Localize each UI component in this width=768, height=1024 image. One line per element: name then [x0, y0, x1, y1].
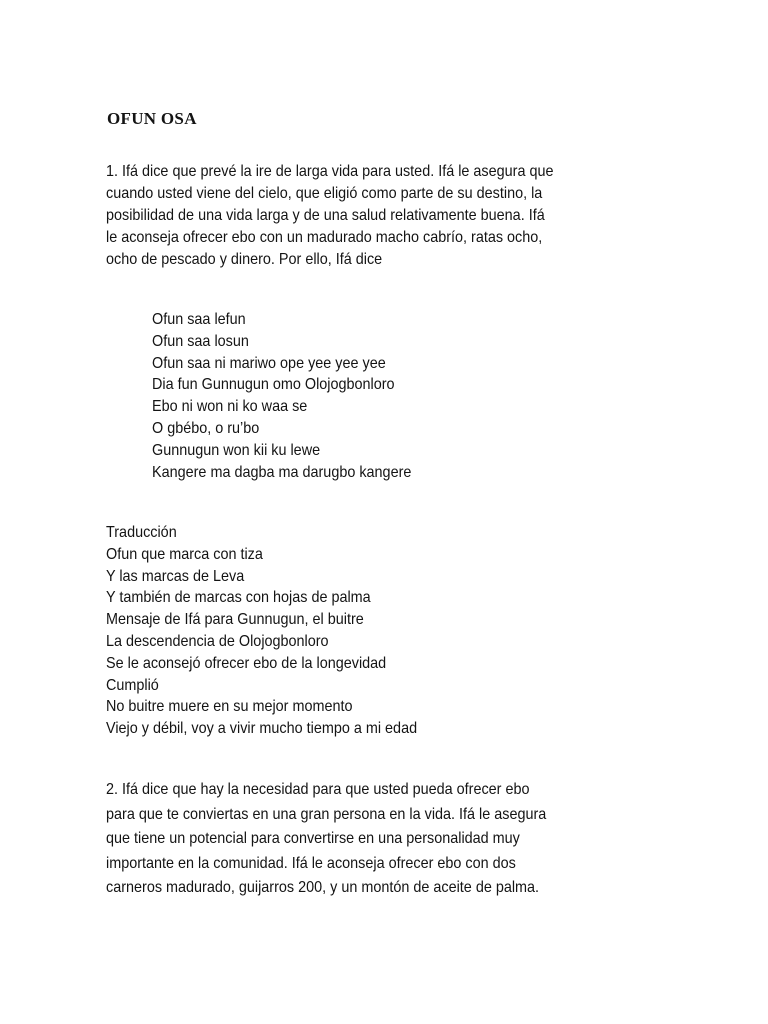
paragraph-line: carneros madurado, guijarros 200, y un montón de aceite de palma. — [106, 879, 540, 896]
paragraph-1 — [106, 161, 610, 271]
paragraph-line: que tiene un potencial para convertirse en una personalidad muy — [106, 830, 520, 847]
paragraph-2 — [106, 778, 610, 901]
paragraph-line: posibilidad de una vida larga y de una salud relativamente buena. Ifá — [106, 207, 545, 224]
translation-line: Y también de marcas con hojas de palma — [106, 589, 371, 607]
verse-line: Ofun saa losun — [152, 332, 249, 350]
paragraph-line: para que te conviertas en una gran persona en la vida. Ifá le asegura — [106, 805, 547, 823]
translation-line: Cumplió — [106, 676, 159, 694]
paragraph-line: 1. Ifá dice que prevé la ire de larga vida para usted. Ifá le asegura que — [106, 163, 554, 180]
translation-line: Ofun que marca con tiza — [106, 545, 263, 563]
translation-heading: Traducción — [106, 524, 177, 541]
translation-line: Mensaje de Ifá para Gunnugun, el buitre — [106, 611, 364, 629]
translation-line: Se le aconsejó ofrecer ebo de la longevidad — [106, 654, 387, 672]
verse-line: Ofun saa ni mariwo ope yee yee yee — [152, 354, 386, 372]
paragraph-line: le aconseja ofrecer ebo con un madurado macho cabrío, ratas ocho, — [106, 229, 543, 246]
translation-line: La descendencia de Olojogbonloro — [106, 632, 329, 650]
verse-line: Gunnugun won kii ku lewe — [152, 441, 321, 459]
verse-line: Dia fun Gunnugun omo Olojogbonloro — [152, 376, 395, 394]
verse-line: Ofun saa lefun — [152, 311, 246, 328]
paragraph-line: ocho de pescado y dinero. Por ello, Ifá dice — [106, 251, 383, 268]
paragraph-line: 2. Ifá dice que hay la necesidad para que usted pueda ofrecer ebo — [106, 781, 530, 798]
translation-line: Viejo y débil, voy a vivir mucho tiempo a mi edad — [106, 720, 418, 738]
translation-line: Y las marcas de Leva — [106, 567, 245, 585]
verse-block — [152, 309, 656, 483]
verse-line: Ebo ni won ni ko waa se — [152, 398, 308, 416]
document-title: OFUN OSA — [107, 109, 197, 128]
paragraph-line: cuando usted viene del cielo, que eligió como parte de su destino, la — [106, 185, 543, 202]
translation-block — [106, 522, 610, 740]
translation-line: No buitre muere en su mejor momento — [106, 698, 353, 716]
verse-line: Kangere ma dagba ma darugbo kangere — [152, 463, 412, 481]
verse-line: O gbébo, o ru’bo — [152, 419, 260, 437]
paragraph-line: importante en la comunidad. Ifá le aconseja ofrecer ebo con dos — [106, 854, 516, 872]
